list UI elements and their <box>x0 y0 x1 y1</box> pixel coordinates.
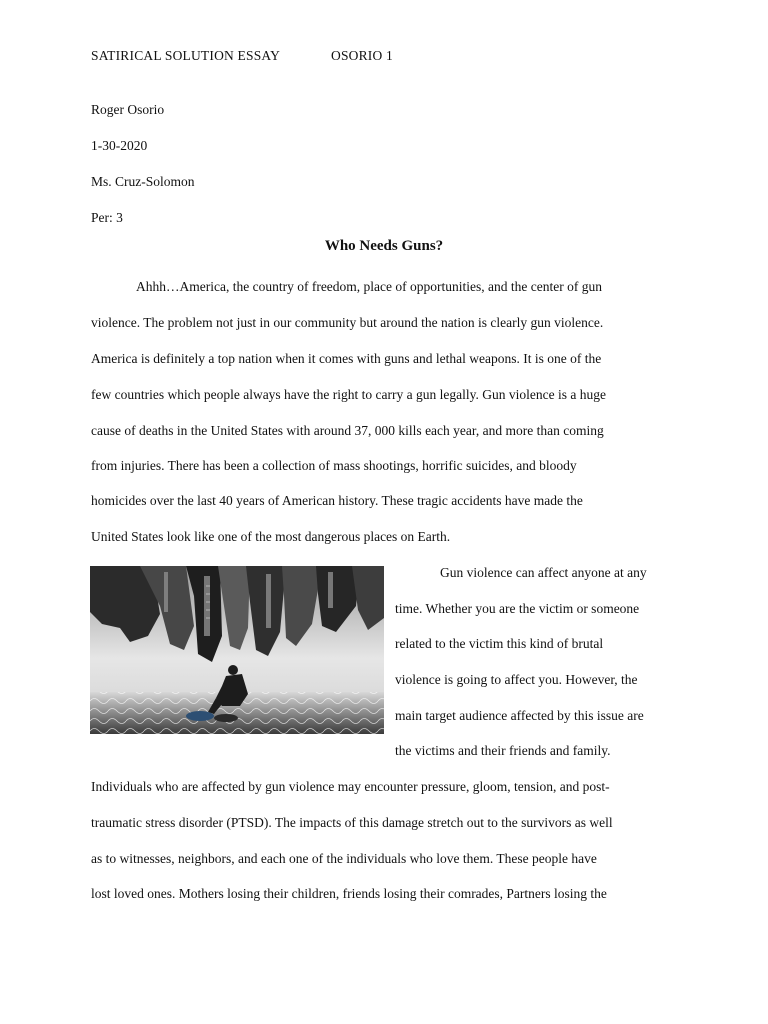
paragraph-line: Ahhh…America, the country of freedom, place of opportunities, and the center of gun <box>136 279 602 294</box>
teacher-name: Ms. Cruz-Solomon <box>91 174 195 189</box>
running-header-title: SATIRICAL SOLUTION ESSAY <box>91 48 281 63</box>
paragraph-line: few countries which people always have the right to carry a gun legally. Gun violence is a huge <box>91 387 606 402</box>
paragraph-line: related to the victim this kind of brutal <box>395 636 604 651</box>
author-name: Roger Osorio <box>91 102 165 117</box>
paragraph-line: lost loved ones. Mothers losing their children, friends losing their comrades, Partners losing the <box>91 886 607 901</box>
paragraph-line: from injuries. There has been a collection of mass shootings, horrific suicides, and bloody <box>91 458 577 473</box>
paragraph-line: Gun violence can affect anyone at any <box>440 565 647 580</box>
paragraph-line: time. Whether you are the victim or someone <box>395 601 640 616</box>
paragraph-line: violence. The problem not just in our community but around the nation is clearly gun violence. <box>91 315 604 330</box>
gun-violence-illustration <box>90 566 384 734</box>
paragraph-line: cause of deaths in the United States with around 37, 000 kills each year, and more than coming <box>91 423 604 438</box>
paragraph-line: main target audience affected by this issue are <box>395 708 644 723</box>
running-header-page: OSORIO 1 <box>331 48 393 63</box>
paragraph-line: America is definitely a top nation when it comes with guns and lethal weapons. It is one of the <box>91 351 602 366</box>
essay-title: Who Needs Guns? <box>324 238 444 254</box>
essay-date: 1-30-2020 <box>91 138 148 153</box>
paragraph-line: United States look like one of the most dangerous places on Earth. <box>91 529 451 544</box>
paragraph-line: Individuals who are affected by gun violence may encounter pressure, gloom, tension, and post- <box>91 779 610 794</box>
paragraph-line: violence is going to affect you. However, the <box>395 672 638 687</box>
paragraph-line: traumatic stress disorder (PTSD). The impacts of this damage stretch out to the survivors as well <box>91 815 613 830</box>
paragraph-line: homicides over the last 40 years of American history. These tragic accidents have made the <box>91 493 583 508</box>
paragraph-line: as to witnesses, neighbors, and each one of the individuals who love them. These people have <box>91 851 597 866</box>
illustration-graphic <box>90 566 384 734</box>
paragraph-line: the victims and their friends and family. <box>395 743 611 758</box>
class-period: Per: 3 <box>91 210 123 225</box>
heading-block <box>91 92 195 236</box>
